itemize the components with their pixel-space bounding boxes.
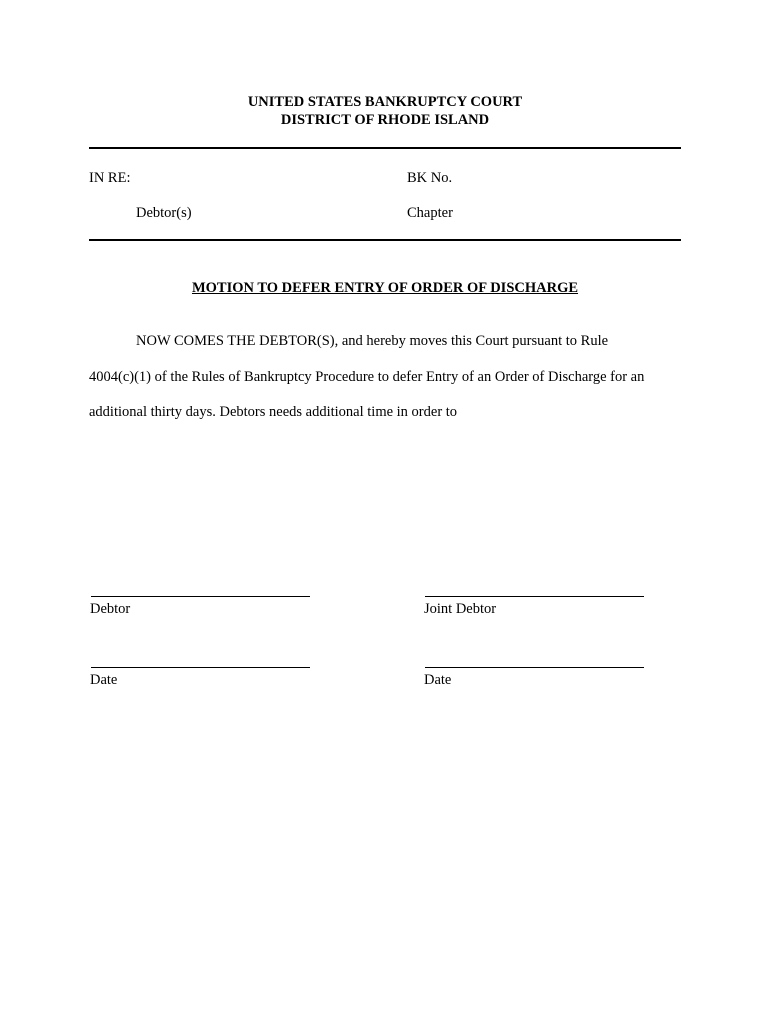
court-name: UNITED STATES BANKRUPTCY COURT <box>247 94 523 110</box>
motion-body-line-2: 4004(c)(1) of the Rules of Bankruptcy Procedure to defer Entry of an Order of Discharge for an <box>89 369 645 385</box>
in-re-label: IN RE: <box>89 170 131 186</box>
court-district: DISTRICT OF RHODE ISLAND <box>280 112 490 128</box>
caption-top-rule <box>89 147 681 149</box>
joint-debtor-date-label: Date <box>424 672 452 688</box>
debtor-date-label: Date <box>90 672 118 688</box>
motion-body-line-3: additional thirty days. Debtors needs additional time in order to <box>89 404 458 420</box>
chapter-label: Chapter <box>407 205 453 221</box>
debtor-date-line[interactable] <box>91 667 310 668</box>
motion-body-line-1: NOW COMES THE DEBTOR(S), and hereby moves this Court pursuant to Rule <box>136 333 609 349</box>
caption-bottom-rule <box>89 239 681 241</box>
bk-no-label: BK No. <box>407 170 453 186</box>
debtor-signature-label: Debtor <box>90 601 131 617</box>
joint-debtor-signature-label: Joint Debtor <box>424 601 497 617</box>
motion-title: MOTION TO DEFER ENTRY OF ORDER OF DISCHARGE <box>191 280 579 296</box>
joint-debtor-date-line[interactable] <box>425 667 644 668</box>
debtors-label: Debtor(s) <box>136 205 192 221</box>
debtor-signature-line[interactable] <box>91 596 310 597</box>
joint-debtor-signature-line[interactable] <box>425 596 644 597</box>
